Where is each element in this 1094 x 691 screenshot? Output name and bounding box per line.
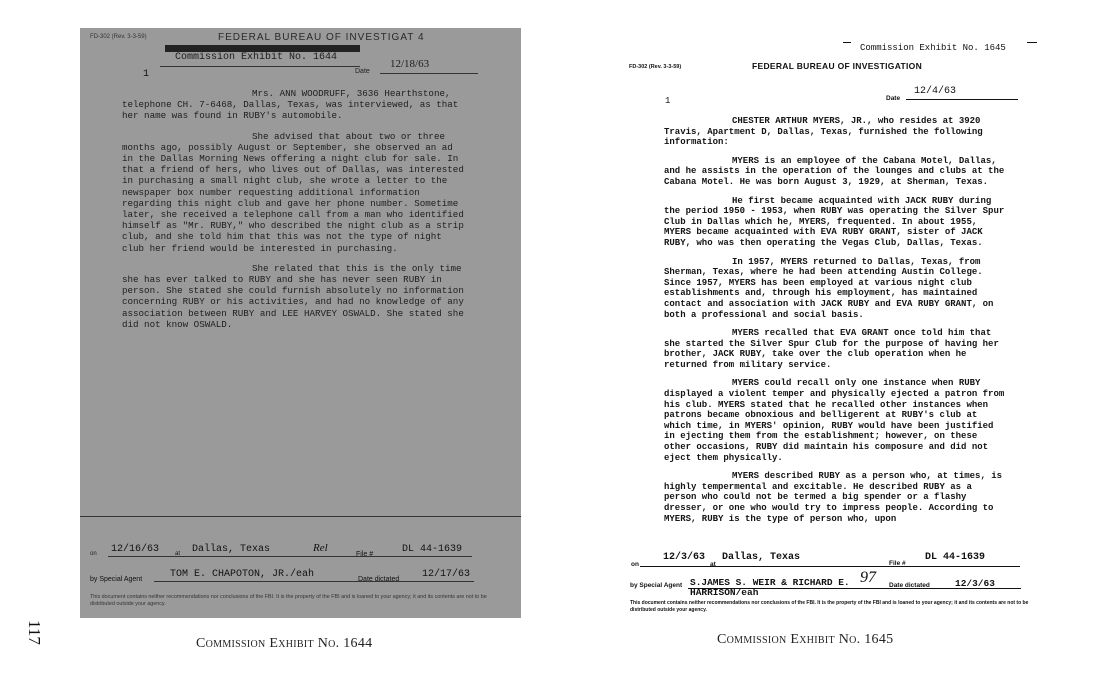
- report-date: 12/18/63: [390, 58, 430, 70]
- on-label: on: [631, 561, 639, 568]
- date-label: Date: [355, 68, 370, 75]
- exhibit-caption: Commission Exhibit No. 1644: [196, 636, 373, 651]
- on-label: on: [90, 551, 97, 557]
- file-number: DL 44-1639: [402, 544, 463, 555]
- page-indicator: 1: [143, 69, 150, 80]
- special-agent: TOM E. CHAPOTON, JR./eah: [170, 569, 315, 580]
- report-body: [122, 88, 467, 339]
- interview-place: Dallas, Texas: [192, 544, 271, 555]
- paragraph: MYERS could recall only one instance when RUBY displayed a violent temper and physically ejected a patron from his club. MYERS stated that he recalled other instances when patrons became obnoxious and belligerent at RUBY's club at which time, in MYERS' opinion, RUBY would have been justified in ejecting them from the establishment; however, on these other occasions, RUBY did maintain his composure and did not eject them physically.: [664, 378, 1005, 463]
- disclaimer: This document contains neither recommendations nor conclusions of the FBI. It is the property of the FBI and is loaned to your agency; it and its contents are not to be distributed outside your agency.: [630, 600, 1029, 613]
- dictated-label: Date dictated: [358, 576, 400, 583]
- special-agents: S.JAMES S. WEIR & RICHARD E. HARRISON/eah: [690, 577, 850, 598]
- exhibit-stamp: Commission Exhibit No. 1644: [175, 52, 338, 63]
- handwritten-initials: Rel: [313, 542, 328, 554]
- exhibit-1644-document: [80, 28, 521, 618]
- agent-label: by Special Agent: [630, 582, 683, 589]
- paragraph: MYERS described RUBY as a person who, at times, is highly tempermental and excitable. He described RUBY as a person who could not be termed a big spender or a flashy dresser, or one who would try to impress people. According to MYERS, RUBY is the type of person who, upon: [664, 471, 1003, 524]
- paragraph: He first became acquainted with JACK RUBY during the period 1950 - 1953, when RUBY was operating the Silver Spur Club in Dallas which he, MYERS, frequented. In about 1955, MYERS became acquainted with EVA RUBY GRANT, sister of JACK RUBY, who was then operating the Vegas Club, Dallas, Texas.: [664, 195, 1005, 248]
- paragraph: MYERS is an employee of the Cabana Motel, Dallas, and he assists in the operation of the lounges and clubs at the Cabana Motel. He was born August 3, 1929, at Sherman, Texas.: [664, 155, 1005, 187]
- stamp-bar: [165, 45, 360, 52]
- report-body: [664, 116, 1009, 532]
- divider: [640, 566, 1020, 567]
- divider: [108, 556, 472, 557]
- exhibit-caption: Commission Exhibit No. 1645: [717, 632, 894, 647]
- fbi-header: FEDERAL BUREAU OF INVESTIGAT 4: [218, 32, 425, 43]
- paragraph: CHESTER ARTHUR MYERS, JR., who resides at 3920 Travis, Apartment D, Dallas, Texas, furnished the following information:: [664, 116, 983, 148]
- page-indicator: 1: [665, 96, 671, 106]
- interview-date: 12/16/63: [111, 544, 160, 555]
- paragraph: Mrs. ANN WOODRUFF, 3636 Hearthstone, telephone CH. 7-6468, Dallas, Texas, was interviewed, as that her name was found in RUBY's automobile.: [122, 88, 459, 122]
- exhibit-stamp: Commission Exhibit No. 1645: [860, 43, 1006, 53]
- paragraph: MYERS recalled that EVA GRANT once told him that she started the Silver Spur Club for the purpose of having her brother, JACK RUBY, take over the club operation when he returned from military service.: [664, 328, 999, 370]
- interview-date: 12/3/63: [663, 552, 706, 563]
- date-label: Date: [886, 95, 901, 102]
- report-date: 12/4/63: [914, 86, 957, 97]
- dictated-label: Date dictated: [889, 582, 930, 589]
- at-label: at: [710, 561, 716, 568]
- form-number: FD-302 (Rev. 3-3-59): [629, 64, 682, 70]
- date-dictated: 12/3/63: [955, 578, 995, 589]
- divider: [80, 516, 521, 517]
- interview-place: Dallas, Texas: [722, 552, 801, 563]
- file-number: DL 44-1639: [925, 552, 986, 563]
- fbi-header: FEDERAL BUREAU OF INVESTIGATION: [752, 61, 923, 71]
- divider: [1027, 42, 1037, 43]
- divider: [154, 581, 474, 582]
- divider: [906, 99, 1018, 100]
- handwritten-initials: 97: [860, 569, 876, 586]
- date-dictated: 12/17/63: [422, 569, 471, 580]
- file-label: File #: [889, 560, 906, 567]
- paragraph: She advised that about two or three months ago, possibly August or September, she observed an ad in the Dallas Morning News offering a night club for sale. In that a friend of hers, who lives out of Dallas, was interested in purchasing a small night club, she wrote a letter to the newspaper box number requesting additional information regarding this night club and gave her phone number. Sometime later, she received a telephone call from a man who identified himself as "Mr. RUBY," who described the night club as a strip club, and she told him that this was not the type of night club her friend would be interested in purchasing.: [122, 130, 464, 254]
- paragraph: In 1957, MYERS returned to Dallas, Texas, from Sherman, Texas, where he had been attending Austin College. Since 1957, MYERS has been employed at various night club establishments and, through his employment, has maintained contact and association with JACK RUBY and EVA RUBY GRANT, on both a professional and social basis.: [664, 256, 994, 320]
- disclaimer: This document contains neither recommendations nor conclusions of the FBI. It is the property of the FBI and is loaned to your agency; it and its contents are not to be distributed outside your agency.: [90, 594, 487, 607]
- divider: [688, 588, 1021, 589]
- divider: [380, 73, 478, 74]
- page-number: 117: [25, 620, 44, 645]
- divider: [160, 66, 360, 67]
- at-label: at: [175, 551, 181, 557]
- file-label: File #: [356, 551, 374, 558]
- paragraph: She related that this is the only time she has ever talked to RUBY and she has never seen RUBY in person. She stated she could furnish absolutely no information concerning RUBY or his activities, and had no knowledge of any association between RUBY and LEE HARVEY OSWALD. She stated she did not know OSWALD.: [122, 262, 464, 330]
- agent-label: by Special Agent: [90, 576, 143, 583]
- divider: [843, 42, 851, 43]
- form-number: FD-302 (Rev. 3-3-59): [90, 34, 147, 40]
